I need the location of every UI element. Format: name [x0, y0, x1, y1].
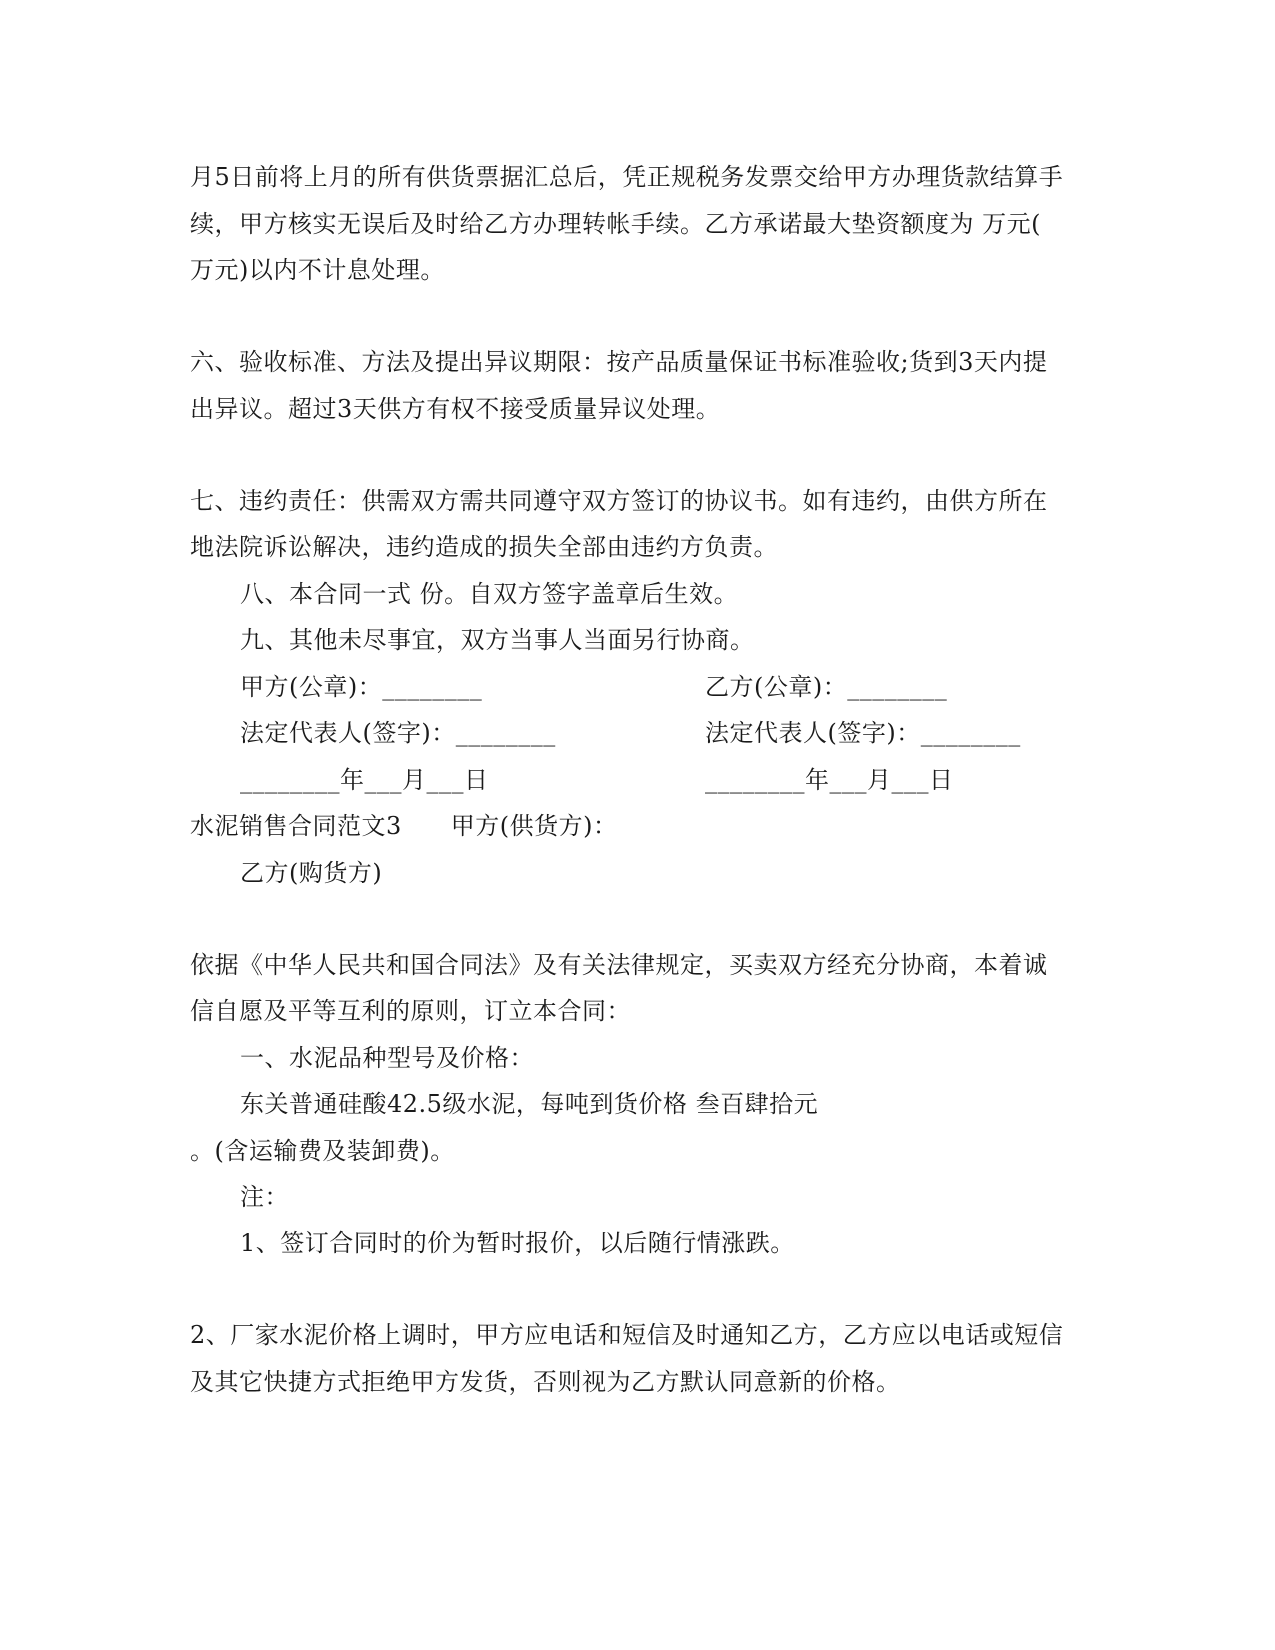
contract3-intro-line-2: 信自愿及平等互利的原则，订立本合同： [190, 997, 631, 1025]
party-a-seal: 甲方(公章)：________ [240, 673, 483, 701]
section5-line-2: 续，甲方核实无误后及时给乙方办理转帐手续。乙方承诺最大垫资额度为 万元( [190, 210, 1041, 238]
item1-line-1: 东关普通硅酸42.5级水泥，每吨到货价格 叁百肆拾元 [240, 1090, 819, 1118]
item1-line-2: 。(含运输费及装卸费)。 [190, 1137, 455, 1165]
section6-line-2: 出异议。超过3天供方有权不接受质量异议处理。 [190, 395, 721, 423]
section5-line-1: 月5日前将上月的所有供货票据汇总后，凭正规税务发票交给甲方办理货款结算手 [190, 163, 1064, 191]
note-label: 注： [240, 1183, 289, 1211]
section7-line-1: 七、违约责任：供需双方需共同遵守双方签订的协议书。如有违约，由供方所在 [190, 487, 1048, 515]
note-2-line-1: 2、厂家水泥价格上调时，甲方应电话和短信及时通知乙方，乙方应以电话或短信 [190, 1321, 1064, 1349]
section6-line-1: 六、验收标准、方法及提出异议期限：按产品质量保证书标准验收;货到3天内提 [190, 348, 1048, 376]
section7-line-2: 地法院诉讼解决，违约造成的损失全部由违约方负责。 [190, 533, 778, 561]
item1-title: 一、水泥品种型号及价格： [240, 1044, 534, 1072]
party-b-seal: 乙方(公章)：________ [705, 673, 948, 701]
section5-line-3: 万元)以内不计息处理。 [190, 256, 445, 284]
contract3-intro-line-1: 依据《中华人民共和国合同法》及有关法律规定，买卖双方经充分协商，本着诚 [190, 951, 1048, 979]
note-1: 1、签订合同时的价为暂时报价，以后随行情涨跌。 [240, 1229, 795, 1257]
party-b-date: ________年___月___日 [705, 766, 954, 794]
contract3-heading: 水泥销售合同范文3 甲方(供货方)： [190, 812, 618, 840]
contract3-buyer: 乙方(购货方) [240, 859, 383, 887]
party-a-representative: 法定代表人(签字)：________ [240, 719, 556, 747]
note-2-line-2: 及其它快捷方式拒绝甲方发货，否则视为乙方默认同意新的价格。 [190, 1368, 901, 1396]
section9-text: 九、其他未尽事宜，双方当事人当面另行协商。 [240, 626, 755, 654]
section8-text: 八、本合同一式 份。自双方签字盖章后生效。 [240, 580, 739, 608]
party-a-date: ________年___月___日 [240, 766, 489, 794]
party-b-representative: 法定代表人(签字)：________ [705, 719, 1021, 747]
